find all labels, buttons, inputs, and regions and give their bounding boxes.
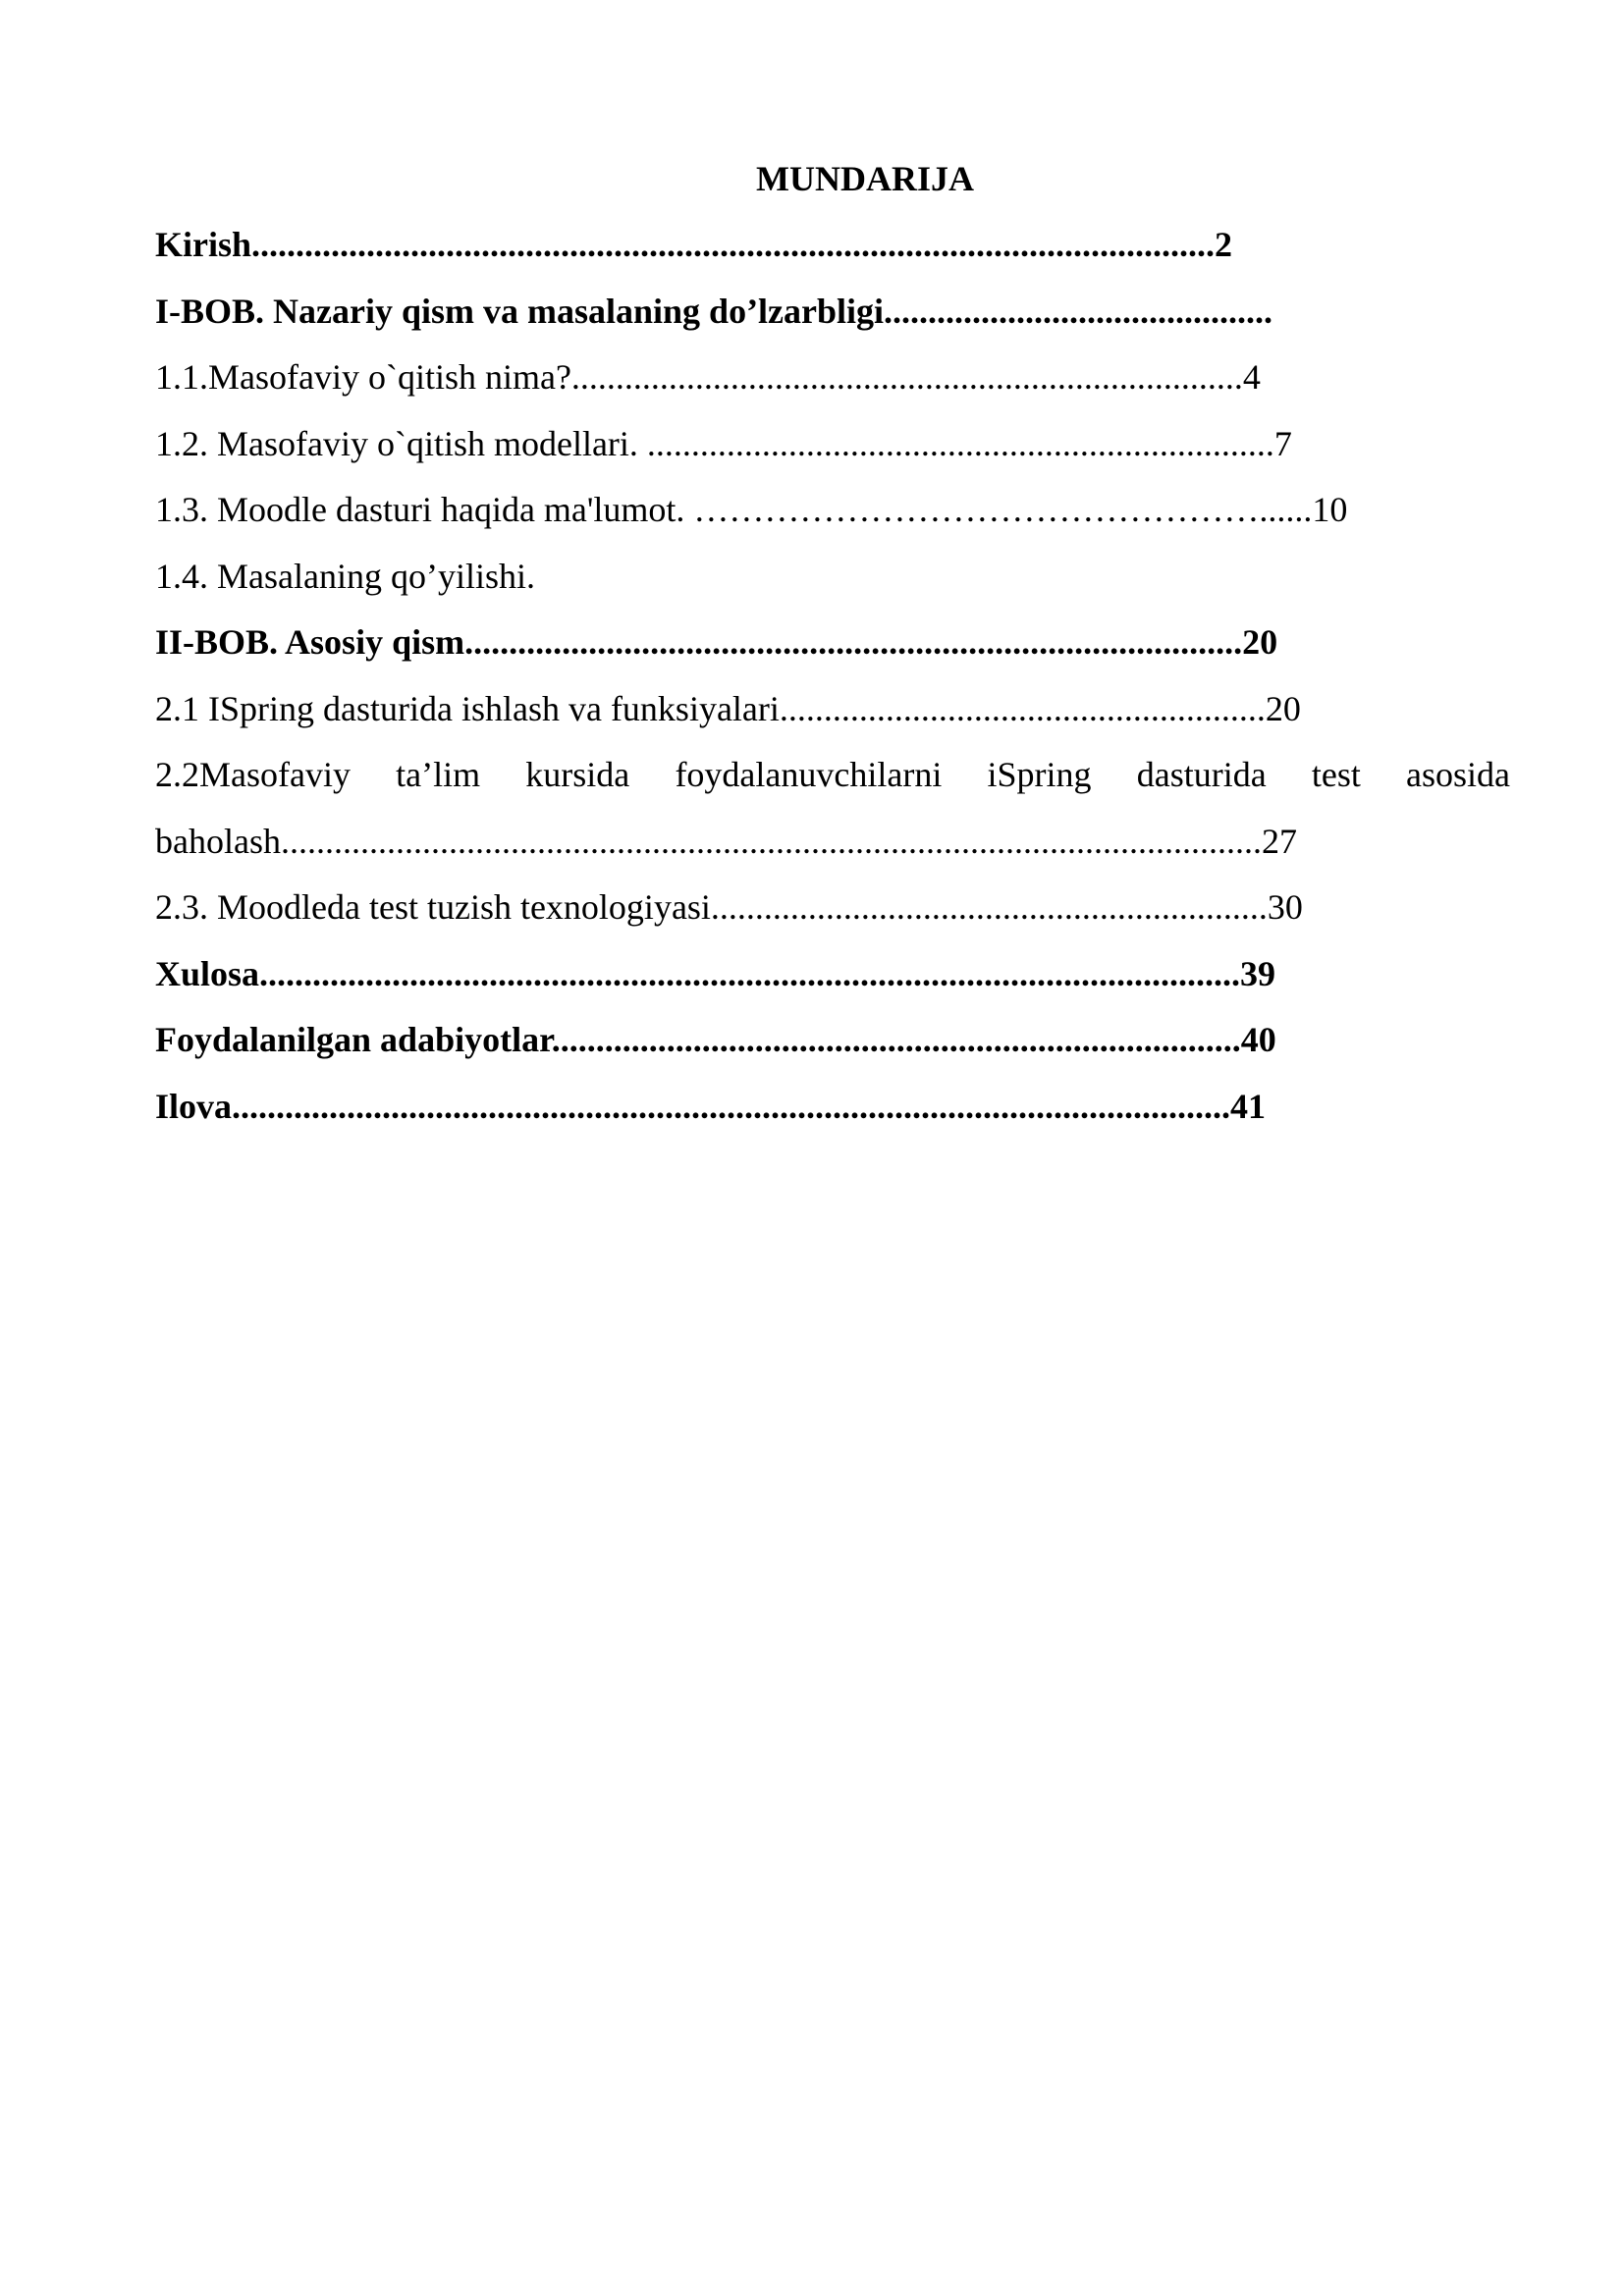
table-of-contents (155, 218, 1510, 1146)
toc-entry-kirish: Kirish.............................................................................................................2 (155, 225, 1233, 264)
toc-entry-ilova: Ilova.................................................................................................................41 (155, 1086, 1267, 1126)
toc-entry-1-1: 1.1.Masofaviy o`qitish nima?............................................................................4 (155, 357, 1261, 397)
toc-entry-chapter-2: II-BOB. Asosiy qism........................................................................................20 (155, 622, 1278, 662)
toc-entry-chapter-1: I-BOB. Nazariy qism va masalaning do’lzarbligi............................................ (155, 291, 1273, 331)
toc-entry-1-4: 1.4. Masalaning qo’yilishi. (155, 556, 535, 596)
page-title: MUNDARIJA (756, 159, 974, 198)
toc-entry-1-3: 1.3. Moodle dasturi haqida ma'lumot. …………………………………………......10 (155, 490, 1348, 529)
toc-entry-2-3: 2.3. Moodleda test tuzish texnologiyasi...............................................................30 (155, 887, 1303, 927)
toc-entry-2-2-line-2: baholash...............................................................................................................27 (155, 821, 1297, 861)
toc-entry-1-2: 1.2. Masofaviy o`qitish modellari. .......................................................................7 (155, 423, 1292, 463)
toc-entry-xulosa: Xulosa...............................................................................................................39 (155, 953, 1276, 993)
toc-entry-2-1: 2.1 ISpring dasturida ishlash va funksiyalari.......................................................20 (155, 688, 1301, 728)
toc-entry-adabiyotlar: Foydalanilgan adabiyotlar..............................................................................40 (155, 1020, 1276, 1059)
toc-entry-2-2-line-1: 2.2Masofaviy ta’lim kursida foydalanuvchilarni iSpring dasturida test asosida (155, 755, 1510, 794)
